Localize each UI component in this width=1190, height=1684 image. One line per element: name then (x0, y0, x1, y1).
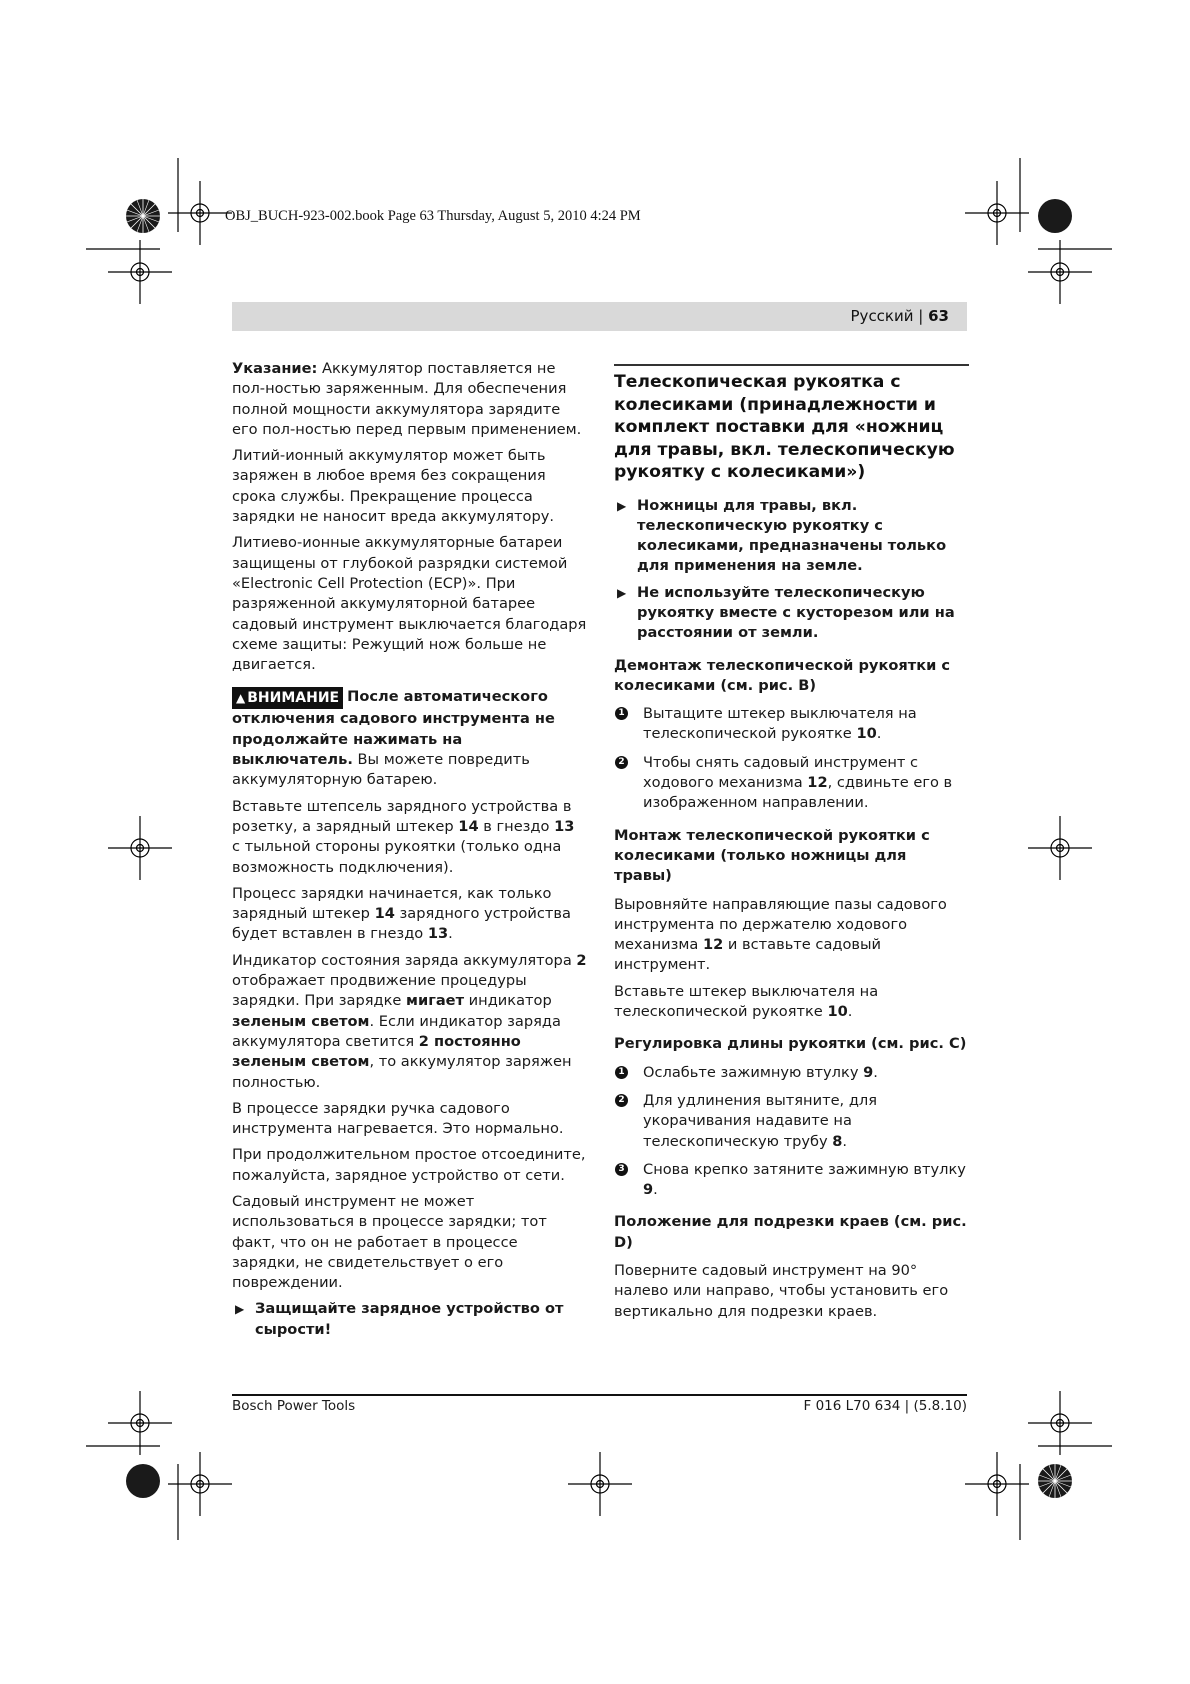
step-number-icon: 2 (615, 1094, 628, 1107)
mount-heading: Монтаж телескопической рукоятки с колесиками (только ножницы для травы) (614, 826, 930, 885)
ref-number: 9 (863, 1063, 874, 1081)
ref-number: 10 (856, 725, 877, 743)
step-number-icon: 1 (615, 1066, 628, 1079)
left-column (232, 359, 587, 1346)
step-number-icon: 2 (615, 756, 628, 769)
warning-bold-text: После автоматического отключения садового инструмента не продолжайте нажимать на выключатель. (232, 688, 555, 769)
text-run: , то аккумулятор заряжен полностью. (232, 1053, 572, 1091)
text-run: , сдвиньте его в изображенном направлении. (643, 774, 953, 812)
footer-brand: Bosch Power Tools (232, 1398, 356, 1414)
text-run: Для удлинения вытяните, для укорачивания надавите на телескопическую трубу (643, 1091, 878, 1150)
text-run: зарядного устройства будет вставлен в гнездо (232, 905, 571, 943)
header-language: Русский (850, 307, 914, 325)
bullet-item (232, 1299, 587, 1340)
warning-badge (232, 687, 343, 709)
bold-run: зеленым светом (232, 1012, 370, 1030)
text-run: Ослабьте зажимную втулку (643, 1063, 864, 1081)
ref-number: 8 (832, 1132, 843, 1150)
ref-number: 12 (702, 936, 724, 954)
ref-number: 14 (458, 817, 479, 835)
text-run: . (653, 1181, 658, 1199)
text-run: . (448, 925, 453, 943)
ref-number: 14 (374, 905, 395, 923)
text-run: Чтобы снять садовый инструмент с ходового механизма (643, 753, 919, 792)
text-run: . (876, 725, 882, 743)
note-paragraph (232, 359, 587, 440)
step-item (614, 753, 969, 814)
mount-paragraph (614, 895, 969, 976)
bold-run: мигает (406, 992, 465, 1010)
text-run: в гнездо (478, 817, 555, 835)
edge-heading: Положение для подрезки краев (см. рис. D) (614, 1213, 967, 1251)
page-number: 63 (928, 307, 949, 325)
disconnect-paragraph: При продолжительном простое отсоедините, пожалуйста, зарядное устройство от сети. (232, 1146, 586, 1184)
li-ion-paragraph: Литий-ионный аккумулятор может быть заряжен в любое время без сокращения срока службы. Прекращение процесса зарядки не наносит вреда аккумулятору. (232, 447, 554, 526)
step-item (614, 1160, 969, 1201)
step-number-icon: 1 (615, 707, 628, 720)
no-use-paragraph: Садовый инструмент не может использоваться в процессе зарядки; тот факт, что он не работает в процессе зарядки, не свидетельствует о его повреждении. (232, 1192, 547, 1292)
text-run: Снова крепко затяните зажимную втулку (643, 1160, 966, 1178)
text-run: отображает продвижение процедуры зарядки. При зарядке (232, 972, 527, 1010)
warning-badge-label: ВНИМАНИЕ (247, 690, 340, 707)
ref-number: 10 (827, 1003, 848, 1021)
step-item (614, 1063, 969, 1083)
warning-text: Вы можете повредить аккумуляторную батарею. (232, 751, 530, 789)
step-number-icon: 3 (615, 1163, 628, 1176)
indicator-paragraph (232, 951, 587, 1093)
footer-rule (232, 1394, 967, 1396)
text-run: . Если индикатор заряда аккумулятора светится (232, 1012, 561, 1050)
text-run: . (873, 1063, 878, 1081)
triangle-bullet-icon: ▶ (617, 585, 627, 600)
text-run: . (842, 1132, 848, 1150)
right-column (614, 365, 969, 1328)
text-run: Выровняйте направляющие пазы садового инструмента по держателю ходового механизма (614, 895, 947, 954)
mount-plug-paragraph (614, 982, 969, 1023)
page-header (232, 302, 967, 331)
dismount-heading: Демонтаж телескопической рукоятки с колесиками (см. рис. B) (614, 656, 951, 694)
bullet-text: Не используйте телескопическую рукоятку вместе с кусторезом или на расстоянии от земли. (637, 583, 955, 642)
note-text: Аккумулятор поставляется не пол-ностью заряженным. Для обеспечения полной мощности аккумулятора зарядите его пол-ностью перед первым применением. (232, 360, 582, 438)
plug-in-paragraph (232, 797, 587, 878)
ref-number: 2 (576, 951, 587, 969)
text-run: индикатор (464, 992, 552, 1010)
step-item (614, 1091, 969, 1152)
ref-number: 13 (554, 817, 575, 835)
text-run: с тыльной стороны рукоятки (только одна возможность подключения). (232, 838, 562, 876)
length-heading: Регулировка длины рукоятки (см. рис. C) (614, 1035, 967, 1053)
ref-number: 13 (427, 925, 449, 943)
triangle-bullet-icon: ▶ (235, 1302, 245, 1317)
step-item (614, 704, 969, 745)
print-slug: OBJ_BUCH-923-002.book Page 63 Thursday, August 5, 2010 4:24 PM (225, 208, 641, 224)
triangle-bullet-icon: ▶ (617, 498, 627, 513)
text-run: Вставьте штекер выключателя на телескопической рукоятке (614, 982, 879, 1021)
ecp-paragraph: Литиево-ионные аккумуляторные батареи защищены от глубокой разрядки системой «Electronic Cell Protection (ECP)». При разряженной аккумуляторной батарее садовый инструмент выключается благодаря схеме защиты: Режущий нож больше не двигается. (232, 534, 587, 674)
text-run: . (847, 1003, 853, 1021)
heating-paragraph: В процессе зарядки ручка садового инструмента нагревается. Это нормально. (232, 1099, 564, 1138)
ref-number: 9 (643, 1181, 654, 1199)
header-text (851, 307, 949, 325)
ref-number: 12 (807, 774, 828, 792)
text-run: Индикатор состояния заряда аккумулятора (232, 951, 577, 969)
bullet-text: Ножницы для травы, вкл. телескопическую рукоятку с колесиками, предназначены только для применения на земле. (637, 496, 947, 575)
text-run: Вставьте штепсель зарядного устройства в розетку, а зарядный штекер (232, 797, 572, 835)
warning-icon: ▲ (236, 691, 246, 706)
section-title: Телескопическая рукоятка с колесиками (принадлежности и комплект поставки для «ножниц для травы, вкл. телескопическую рукоятку с колесиками») (614, 372, 955, 482)
bullet-item (614, 583, 969, 644)
warning-paragraph (232, 687, 587, 790)
header-separator: | (918, 307, 924, 325)
text-run: и вставьте садовый инструмент. (614, 936, 882, 974)
footer-doc-number: F 016 L70 634 | (5.8.10) (803, 1398, 967, 1414)
edge-paragraph: Поверните садовый инструмент на 90° налево или направо, чтобы установить его вертикально для подрезки краев. (614, 1262, 949, 1320)
charge-start-paragraph (232, 884, 587, 945)
text-run: Процесс зарядки начинается, как только зарядный штекер (232, 884, 552, 923)
text-run: Вытащите штекер выключателя на телескопической рукоятке (643, 705, 917, 743)
bullet-text: Защищайте зарядное устройство от сырости! (255, 1300, 564, 1338)
bold-run: 2 постоянно зеленым светом (232, 1032, 521, 1071)
bullet-item (614, 496, 969, 577)
note-label: Указание: (232, 360, 318, 377)
